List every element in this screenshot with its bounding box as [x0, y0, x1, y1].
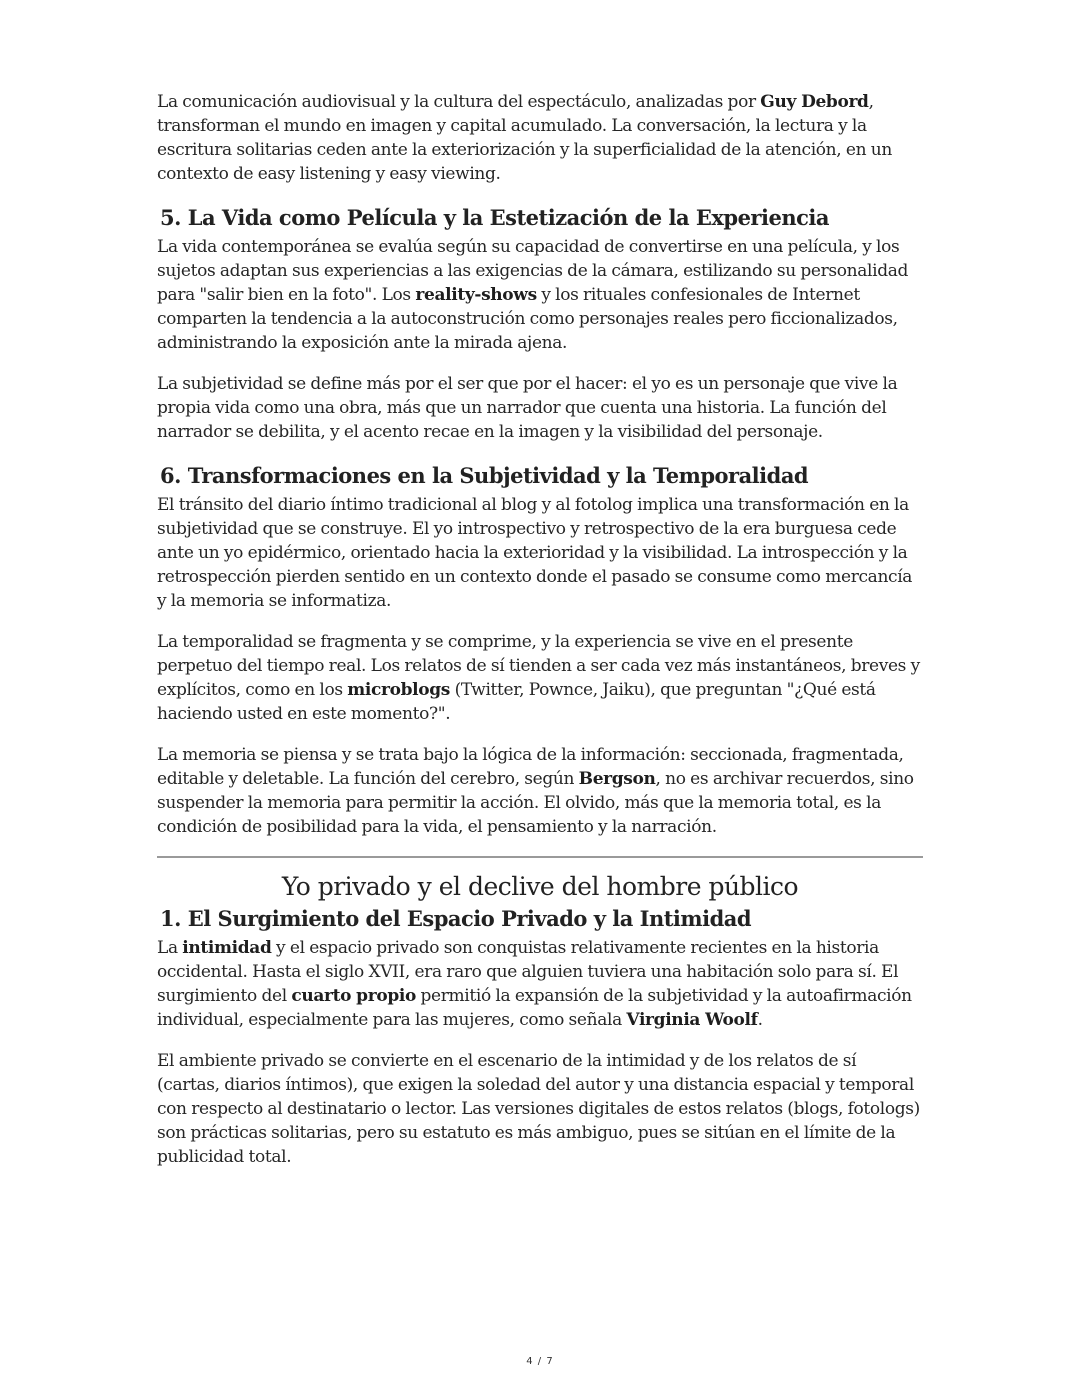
text-segment: El ambiente privado se convierte en el escenario de la intimidad y de los relatos de sí (cartas, diarios íntimos), que exigen la soledad del autor y una distancia espacial y temporal con respecto al destinatario o lector. Las versiones digitales de estos relatos (blogs, fotologs) son prácticas solitarias, pero su estatuto es más ambiguo, pues se sitúan en el límite de la publicidad total.	[157, 1051, 920, 1167]
text-segment: La subjetividad se define más por el ser que por el hacer: el yo es un personaje que vive la propia vida como una obra, más que un narrador que cuenta una historia. La función del narrador se debilita, y el acento recae en la imagen y la visibilidad del personaje.	[157, 374, 898, 442]
section-6-paragraph-2	[157, 630, 923, 726]
text-segment: La	[157, 938, 183, 958]
text-segment: y el espacio privado son conquistas relativamente recientes en la historia occidental. Hasta el siglo XVII, era raro que alguien tuviera una habitación solo para sí. El surgimiento del	[157, 938, 899, 1006]
text-segment: La memoria se piensa y se trata bajo la lógica de la información: seccionada, fragmentada, editable y deletable. La función del cerebro, según	[157, 745, 904, 789]
bold-term-microblogs: microblogs	[347, 680, 451, 700]
section-6-paragraph-1	[157, 493, 923, 613]
chapter-title: Yo privado y el declive del hombre público	[281, 872, 799, 901]
section-5-paragraph-1	[157, 235, 923, 355]
text-segment: , no es archivar recuerdos, sino suspender la memoria para permitir la acción. El olvido, más que la memoria total, es la condición de posibilidad para la vida, el pensamiento y la narración.	[157, 769, 914, 837]
page-indicator: 4 / 7	[526, 1356, 554, 1367]
bold-term-virginia-woolf: Virginia Woolf	[626, 1010, 758, 1030]
text-segment: .	[757, 1010, 763, 1030]
bold-term-cuarto-propio: cuarto propio	[291, 986, 416, 1006]
section-5-paragraph-2	[157, 372, 923, 444]
bold-term-intimidad: intimidad	[182, 938, 272, 958]
horizontal-divider	[157, 856, 923, 858]
text-segment: El tránsito del diario íntimo tradicional al blog y al fotolog implica una transformación en la subjetividad que se construye. El yo introspectivo y retrospectivo de la era burguesa cede ante un yo epidérmico, orientado hacia la exterioridad y la visibilidad. La introspección y la retrospección pierden sentido en un contexto donde el pasado se consume como mercancía y la memoria se informatiza.	[157, 495, 913, 611]
section-5-heading: 5. La Vida como Película y la Estetización de la Experiencia	[160, 205, 829, 230]
chapter-section-1-heading: 1. El Surgimiento del Espacio Privado y la Intimidad	[160, 906, 752, 931]
text-segment: y los rituales confesionales de Internet comparten la tendencia a la autoconstrución como personajes reales pero ficcionalizados, administrando la exposición ante la mirada ajena.	[157, 285, 898, 353]
text-segment: permitió la expansión de la subjetividad y la autoafirmación individual, especialmente para las mujeres, como señala	[157, 986, 912, 1030]
text-segment: La vida contemporánea se evalúa según su capacidad de convertirse en una película, y los sujetos adaptan sus experiencias a las exigencias de la cámara, estilizando su personalidad para "salir bien en la foto". Los	[157, 237, 909, 305]
intro-paragraph	[157, 90, 923, 186]
text-segment: (Twitter, Pownce, Jaiku), que preguntan "¿Qué está haciendo usted en este momento?".	[157, 680, 876, 724]
document-page	[157, 90, 923, 1186]
text-segment: La comunicación audiovisual y la cultura del espectáculo, analizadas por	[157, 92, 761, 112]
text-segment: , transforman el mundo en imagen y capital acumulado. La conversación, la lectura y la escritura solitarias ceden ante la exteriorización y la superficialidad de la atención, en un contexto de easy listening y easy viewing.	[157, 92, 892, 184]
bold-term-bergson: Bergson	[578, 769, 656, 789]
bold-term-reality-shows: reality-shows	[415, 285, 537, 305]
chapter-section-1-paragraph-2	[157, 1049, 923, 1169]
bold-term-guy-debord: Guy Debord	[760, 92, 869, 112]
section-6-heading: 6. Transformaciones en la Subjetividad y la Temporalidad	[160, 463, 809, 488]
text-segment: La temporalidad se fragmenta y se comprime, y la experiencia se vive en el presente perpetuo del tiempo real. Los relatos de sí tienden a ser cada vez más instantáneos, breves y explícitos, como en los	[157, 632, 920, 700]
section-6-paragraph-3	[157, 743, 923, 839]
chapter-section-1-paragraph-1	[157, 936, 923, 1032]
